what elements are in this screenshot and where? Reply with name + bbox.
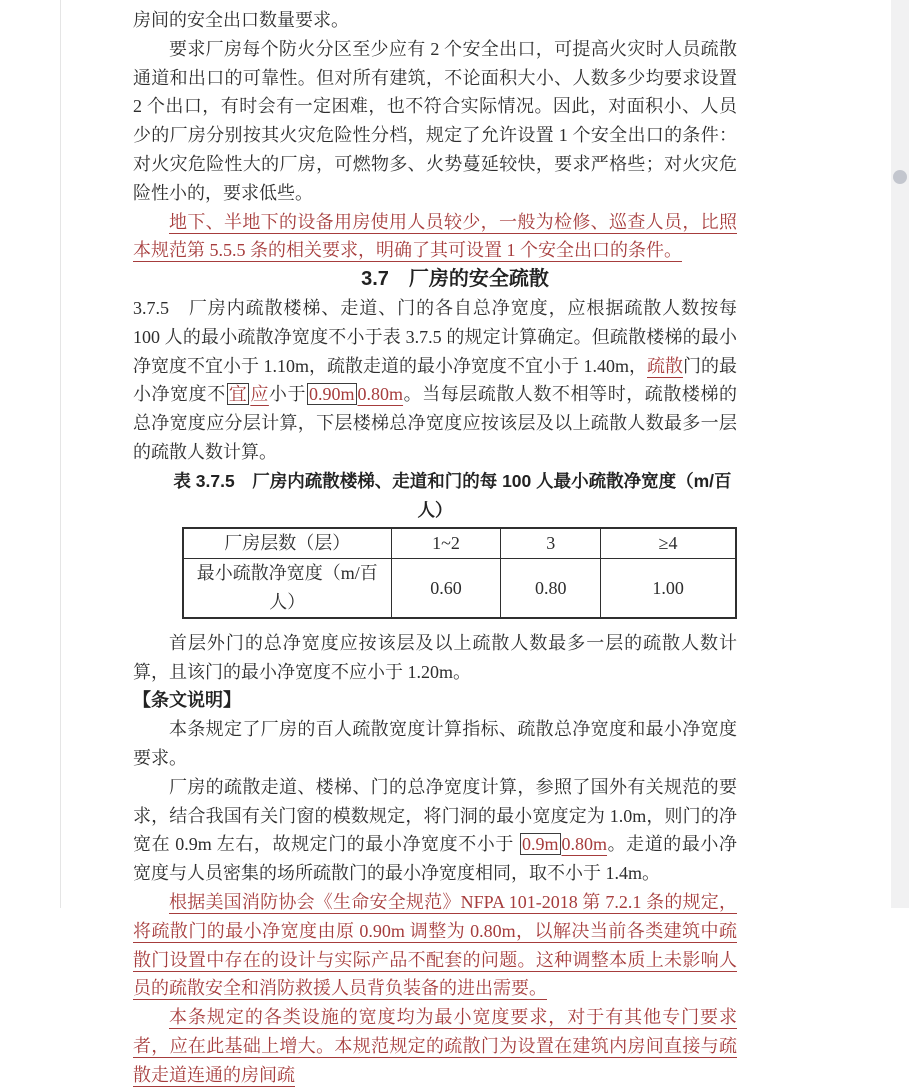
- deleted-text-box: 宜: [228, 384, 248, 405]
- document-page: [133, 6, 737, 1089]
- body-text: 门的最小净宽度不: [133, 355, 737, 405]
- table-cell: 3: [501, 528, 601, 558]
- paragraph-continuation: 房间的安全出口数量要求。: [133, 10, 349, 30]
- table-cell: 最小疏散净宽度（m/百人）: [183, 559, 391, 618]
- table-cell: 厂房层数（层）: [183, 528, 391, 558]
- table-cell: 1.00: [601, 559, 736, 618]
- paragraph-clause-375: [133, 294, 737, 467]
- table-row: [183, 559, 736, 618]
- deleted-text-box: 0.90m: [309, 384, 355, 405]
- body-text: 。当每层疏散人数不相等时，疏散楼梯的总净宽度应分层计算，下层楼梯总净宽度应按该层及以上疏散人数最多一层的疏散人数计算。: [133, 384, 738, 462]
- paragraph-nfpa-insertion: 根据美国消防协会《生命安全规范》NFPA 101-2018 第 7.2.1 条的规定，将疏散门的最小净宽度由原 0.90m 调整为 0.80m，以解决当前各类建筑中疏散门设置中存在的设计与实际产品不配套的问题。这种调整本质上未影响人员的疏散安全和消防救援人员背负装备的进出需要。: [133, 891, 737, 999]
- inserted-text: 0.80m: [357, 384, 404, 405]
- table-row: [183, 528, 736, 558]
- section-heading: 3.7 厂房的安全疏散: [361, 268, 549, 291]
- table-cell: ≥4: [601, 528, 736, 558]
- paragraph-basement-insertion: 地下、半地下的设备用房使用人员较少，一般为检修、巡查人员，比照本规范第 5.5.5 条的相关要求，明确了其可设置 1 个安全出口的条件。: [133, 211, 737, 261]
- paragraph-scope-insertion: 本条规定的各类设施的宽度均为最小宽度要求，对于有其他专门要求者，应在此基础上增大。本规范规定的疏散门为设置在建筑内房间直接与疏散走道连通的房间疏: [133, 1007, 737, 1085]
- body-text: 3.7.5 厂房内疏散楼梯、走道、门的各自总净宽度，应根据疏散人数按每 100 人的最小疏散净宽度不小于表 3.7.5 的规定计算确定。但疏散楼梯的最小净宽度不宜小于 1.10m，疏散走道的最小净宽度不宜小于 1.40m，: [133, 297, 737, 376]
- scrollbar-thumb[interactable]: [893, 170, 907, 184]
- paragraph-first-floor-door: 首层外门的总净宽度应按该层及以上疏散人数最多一层的疏散人数计算，且该门的最小净宽度不应小于 1.20m。: [133, 632, 737, 682]
- body-text: 厂房的疏散走道、楼梯、门的总净宽度计算，参照了国外有关规范的要求，结合我国有关门窗的模数规定，将门洞的最小宽度定为 1.0m，则门的净宽在 0.9m 左右，故规定门的最小净宽度不小于: [133, 776, 737, 855]
- min-width-table: [182, 527, 737, 618]
- explanation-label: 【条文说明】: [133, 690, 241, 711]
- inserted-text: 0.80m: [561, 834, 608, 855]
- paragraph-explanation-intro: 本条规定了厂房的百人疏散宽度计算指标、疏散总净宽度和最小净宽度要求。: [133, 719, 737, 768]
- page-left-border: [60, 0, 61, 908]
- inserted-text: 疏散: [647, 355, 683, 376]
- paragraph-exit-requirements: 要求厂房每个防火分区至少应有 2 个安全出口，可提高火灾时人员疏散通道和出口的可靠性。但对所有建筑，不论面积大小、人数多少均要求设置 2 个出口，有时会有一定困难，也不符合实际情况。因此，对面积小、人员少的厂房分别按其火灾危险性分档，规定了允许设置 1 个安全出口的条件：对火灾危险性大的厂房，可燃物多、火势蔓延较快，要求严格些；对火灾危险性小的，要求低些。: [133, 38, 737, 203]
- table-title: 表 3.7.5 厂房内疏散楼梯、走道和门的每 100 人最小疏散净宽度（m/百人）: [173, 470, 732, 520]
- deleted-text-box: 0.9m: [521, 834, 559, 855]
- table-cell: 0.80: [501, 559, 601, 618]
- inserted-text: 应: [250, 384, 269, 405]
- body-text: 。走道的最小净宽度与人员密集的场所疏散门的最小净宽度相同，取不小于 1.4m。: [133, 834, 738, 884]
- table-cell: 1~2: [391, 528, 501, 558]
- paragraph-width-calculation: [133, 773, 737, 888]
- body-text: 小于: [268, 384, 307, 405]
- scrollbar-track[interactable]: [891, 0, 909, 908]
- table-cell: 0.60: [391, 559, 501, 618]
